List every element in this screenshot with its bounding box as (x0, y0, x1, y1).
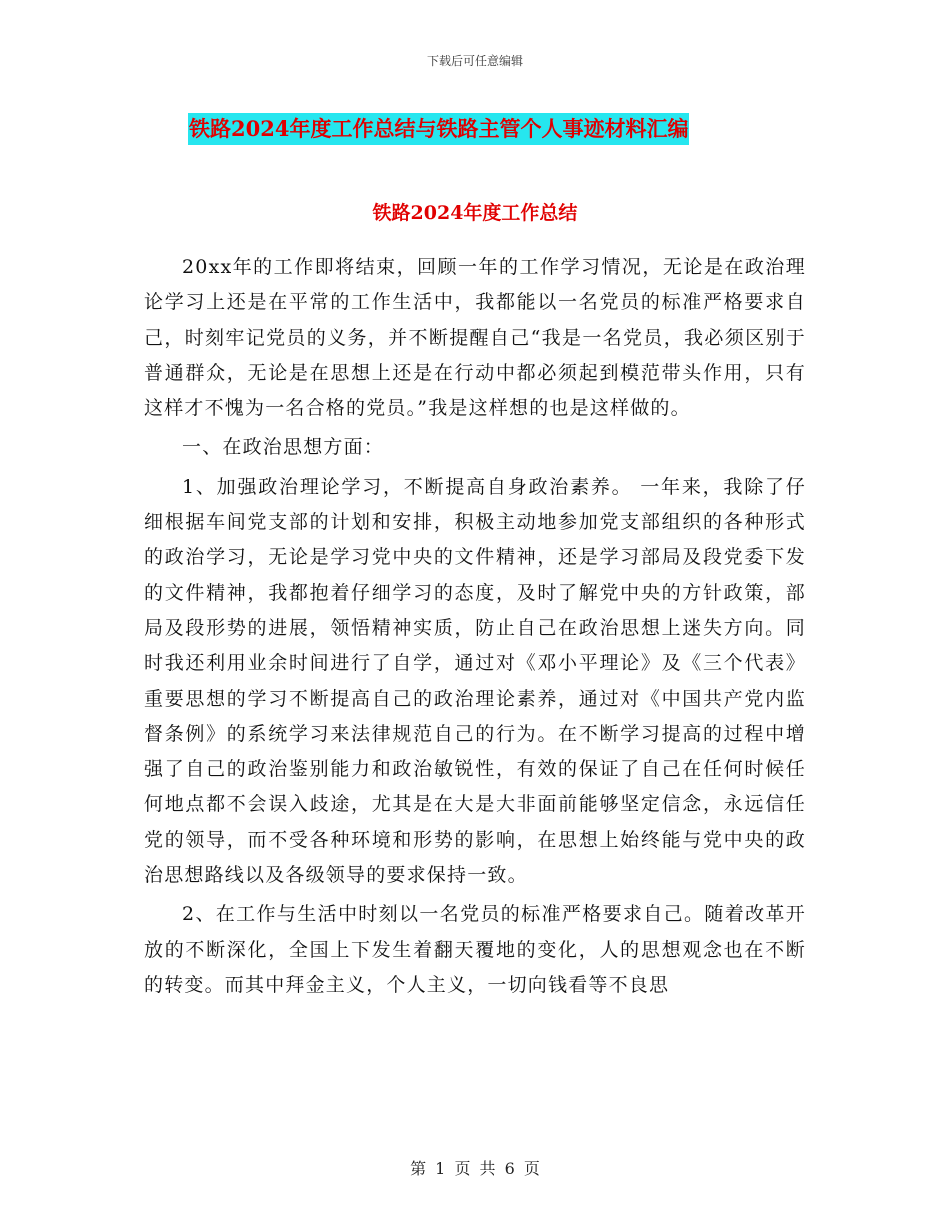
page-number-footer: 第 1 页 共 6 页 (410, 1159, 540, 1178)
section-heading: 一、在政治思想方面： (182, 436, 385, 459)
body-paragraph: 1、加强政治理论学习，不断提高自身政治素养。 一年来，我除了仔细根据车间党支部的计划和安排，积极主动地参加党支部组织的各种形式的政治学习，无论是学习党中央的文件精神，还是学习部局及段党委下发的文件精神，我都抱着仔细学习的态度，及时了解党中央的方针政策，部局及段形势的进展，领悟精神实质，防止自己在政治思想上迷失方向。同时我还利用业余时间进行了自学，通过对《邓小平理论》及《三个代表》重要思想的学习不断提高自己的政治理论素养，通过对《中国共产党内监督条例》的系统学习来法律规范自己的行为。在不断学习提高的过程中增强了自己的政治鉴别能力和政治敏锐性，有效的保证了自己在任何时候任何地点都不会误入歧途，尤其是在大是大非面前能够坚定信念，永远信任党的领导，而不受各种环境和形势的影响，在思想上始终能与党中央的政治思想路线以及各级领导的要求保持一致。 (144, 475, 806, 887)
body-paragraph: 2、在工作与生活中时刻以一名党员的标准严格要求自己。随着改革开放的不断深化，全国上下发生着翻天覆地的变化，人的思想观念也在不断的转变。而其中拜金主义，个人主义，一切向钱看等不良思 (144, 903, 806, 996)
main-title-block (188, 113, 808, 145)
section-title: 铁路2024年度工作总结 (372, 202, 578, 224)
body-paragraph: 20xx年的工作即将结束，回顾一年的工作学习情况，无论是在政治理论学习上还是在平常的工作生活中，我都能以一名党员的标准严格要求自己，时刻牢记党员的义务，并不断提醒自己“我是一名党员，我必须区别于普通群众，无论是在思想上还是在行动中都必须起到模范带头作用，只有这样才不愧为一名合格的党员。”我是这样想的也是这样做的。 (144, 256, 806, 420)
document-main-title: 铁路2024年度工作总结与铁路主管个人事迹材料汇编 (188, 113, 689, 145)
page-header-note: 下载后可任意编辑 (426, 54, 523, 68)
document-body (144, 250, 806, 1003)
